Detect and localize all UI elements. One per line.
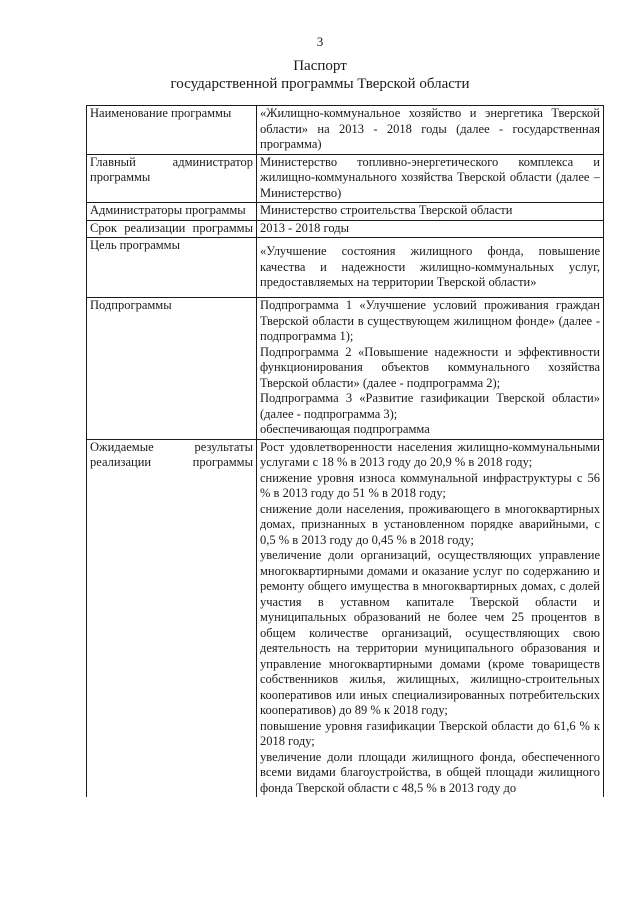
title-line-2: государственной программы Тверской области bbox=[170, 76, 470, 92]
table-row-admins bbox=[87, 203, 604, 221]
row-label: Цель программы bbox=[87, 238, 257, 298]
table-row-subprograms bbox=[87, 298, 604, 440]
table-row-name bbox=[87, 106, 604, 155]
row-value: Министерство топливно-энергетического комплекса и жилищно-коммунального хозяйства Тверской области (далее – Министерство) bbox=[257, 154, 604, 203]
table-row-admin bbox=[87, 154, 604, 203]
page-number: 3 bbox=[316, 34, 324, 49]
list-item: снижение уровня износа коммунальной инфраструктуры с 56 % в 2013 году до 51 % в 2018 году; bbox=[260, 470, 600, 500]
table-row-term bbox=[87, 220, 604, 238]
table-row-results bbox=[87, 439, 604, 797]
row-value: 2013 - 2018 годы bbox=[257, 220, 604, 238]
list-item: Подпрограмма 2 «Повышение надежности и эффективности функционирования объектов коммунального хозяйства Тверской области» (далее - подпрограмма 2); bbox=[260, 344, 600, 390]
list-item: обеспечивающая подпрограмма bbox=[260, 422, 430, 436]
row-label: Администраторы программы bbox=[87, 203, 257, 221]
list-item: Рост удовлетворенности населения жилищно-коммунальными услугами с 18 % в 2013 году до 20,9 % в 2018 году; bbox=[260, 439, 600, 469]
row-value: «Улучшение состояния жилищного фонда, повышение качества и надежности жилищно-коммунальных услуг, предоставляемых на территории Тверской области» bbox=[257, 238, 604, 298]
list-item: увеличение доли организаций, осуществляющих управление многоквартирными домами и оказание услуг по содержанию и ремонту общего имущества в многоквартирных домах, с долей участия в уставном капитале Тверской области и муниципальных образований не более чем 25 процентов в общем количестве организаций, осуществляющих свою деятельность на территории муниципального образования и управление многоквартирными домами (кроме товариществ собственников жилья, жилищных, жилищно-строительных кооперативов или иных специализированных потребительских кооперативов) до 89 % к 2018 году; bbox=[260, 548, 600, 717]
list-item: снижение доли населения, проживающего в многоквартирных домах, признанных в установленном порядке аварийными, с 0,5 % в 2013 году до 0,45 % в 2018 году; bbox=[260, 501, 600, 547]
list-item: Подпрограмма 1 «Улучшение условий проживания граждан Тверской области в существующем жилищном фонде» (далее - подпрограмма 1); bbox=[260, 298, 600, 343]
row-label: Срок реализации программы bbox=[87, 220, 257, 238]
title-line-1: Паспорт bbox=[293, 58, 347, 74]
list-item: повышение уровня газификации Тверской области до 61,6 % к 2018 году; bbox=[260, 718, 600, 748]
row-value: Министерство строительства Тверской области bbox=[257, 203, 604, 221]
row-value bbox=[257, 439, 604, 797]
row-label: Ожидаемые результаты реализации программы bbox=[87, 439, 257, 797]
row-label: Наименование программы bbox=[87, 106, 257, 155]
document-title bbox=[0, 57, 640, 93]
row-label: Подпрограммы bbox=[87, 298, 257, 440]
row-value bbox=[257, 298, 604, 440]
table-row-goal bbox=[87, 238, 604, 298]
list-item: увеличение доли площади жилищного фонда, обеспеченного всеми видами благоустройства, в общей площади жилищного фонда Тверской области с 48,5 % в 2013 году до bbox=[260, 749, 600, 795]
passport-table bbox=[86, 105, 604, 797]
list-item: Подпрограмма 3 «Развитие газификации Тверской области» (далее - подпрограмма 3); bbox=[260, 391, 600, 421]
row-label: Главный администратор программы bbox=[87, 154, 257, 203]
row-value: «Жилищно-коммунальное хозяйство и энергетика Тверской области» на 2013 - 2018 годы (далее - государственная программа) bbox=[257, 106, 604, 155]
